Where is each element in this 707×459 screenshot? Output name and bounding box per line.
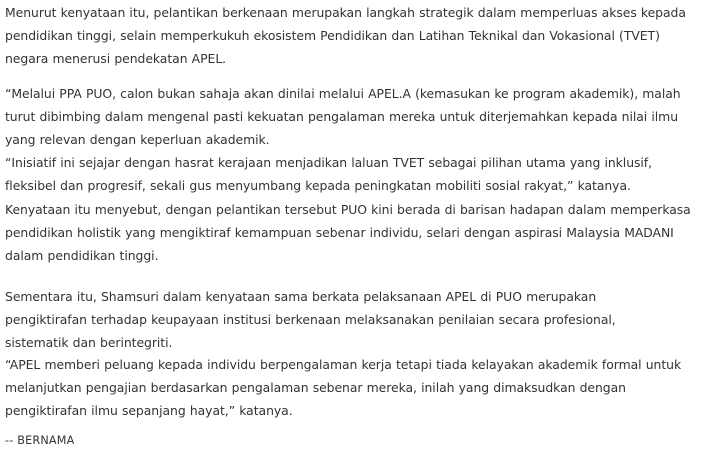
paragraph: “Melalui PPA PUO, calon bukan sahaja akan dinilai melalui APEL.A (kemasukan ke program akademik), malah turut dibimbing dalam mengenal pasti kekuatan pengalaman mereka untuk diterjemahkan kepada nilai ilmu yang relevan dengan keperluan akademik. bbox=[5, 86, 681, 147]
paragraph: Kenyataan itu menyebut, dengan pelantikan tersebut PUO kini berada di barisan hadapan dalam memperkasa pendidikan holistik yang mengiktiraf kemampuan sebenar individu, selari dengan aspirasi Malaysia MADANI dalam pendidikan tinggi. bbox=[5, 202, 691, 263]
byline: -- BERNAMA bbox=[5, 434, 75, 447]
paragraph: Sementara itu, Shamsuri dalam kenyataan sama berkata pelaksanaan APEL di PUO merupakan pengiktirafan terhadap keupayaan institusi berkenaan melaksanakan penilaian secara profesional, sistematik dan berintegriti. bbox=[5, 289, 616, 350]
paragraph: Menurut kenyataan itu, pelantikan berkenaan merupakan langkah strategik dalam memperluas akses kepada pendidikan tinggi, selain memperkukuh ekosistem Pendidikan dan Latihan Teknikal dan Vokasional (TVET) negara menerusi pendekatan APEL. bbox=[5, 5, 686, 66]
paragraph: “APEL memberi peluang kepada individu berpengalaman kerja tetapi tiada kelayakan akademik formal untuk melanjutkan pengajian berdasarkan pengalaman sebenar mereka, inilah yang dimaksudkan dengan pengiktirafan ilmu sepanjang hayat,” katanya. bbox=[5, 357, 682, 418]
paragraph: “Inisiatif ini sejajar dengan hasrat kerajaan menjadikan laluan TVET sebagai pilihan utama yang inklusif, fleksibel dan progresif, sekali gus menyumbang kepada peningkatan mobiliti sosial rakyat,” katanya. bbox=[5, 155, 652, 193]
